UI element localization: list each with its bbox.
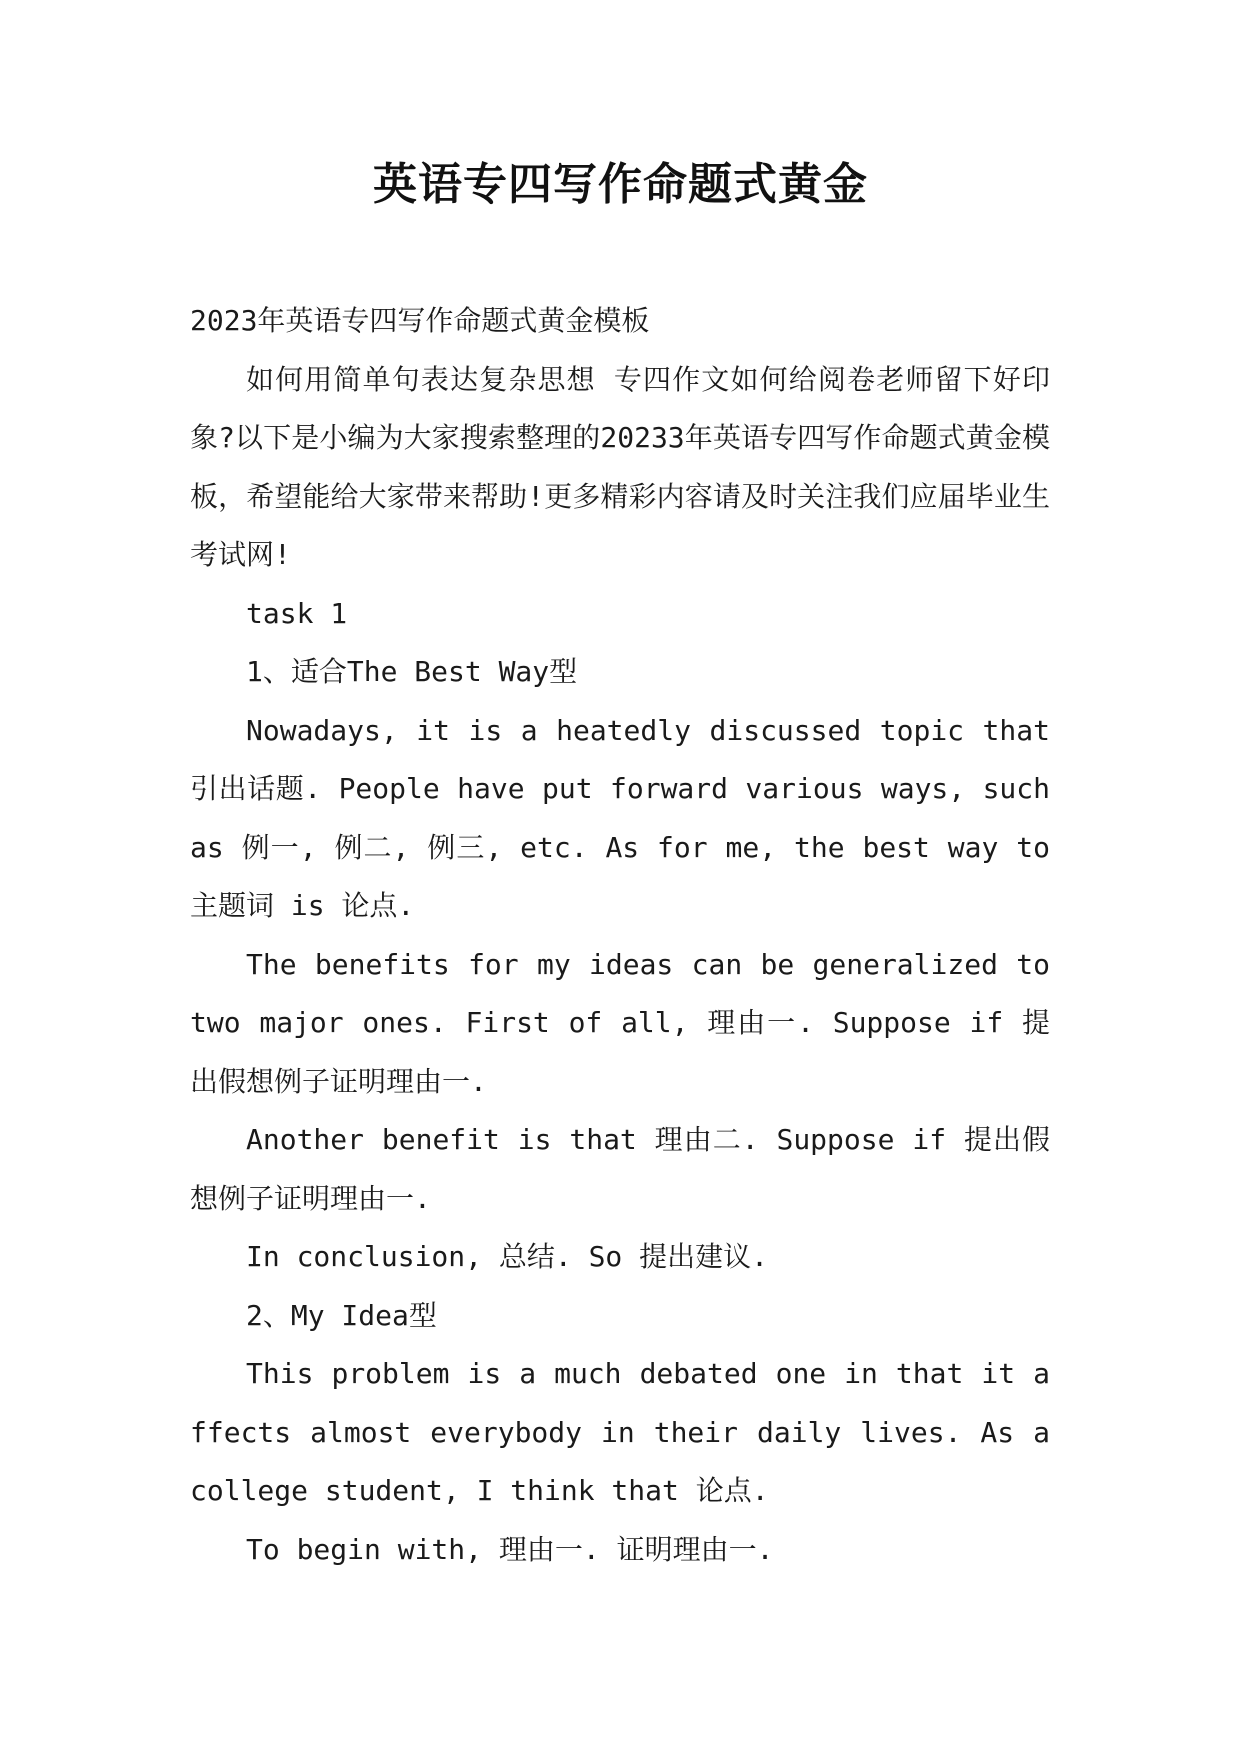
template-paragraph: Another benefit is that 理由二. Suppose if 提出假想例子证明理由一. xyxy=(190,1123,1050,1215)
template-paragraph: This problem is a much debated one in that it affects almost everybody in their daily lives. As a college student, I think that 论点. xyxy=(190,1357,1050,1507)
document-title: 英语专四写作命题式黄金 xyxy=(373,159,868,210)
template-paragraph: To begin with, 理由一. 证明理由一. xyxy=(246,1532,774,1566)
section-heading-my-idea: 2、My Idea型 xyxy=(246,1298,437,1332)
template-paragraph: In conclusion, 总结. So 提出建议. xyxy=(246,1240,769,1273)
template-paragraph: The benefits for my ideas can be generalized to two major ones. First of all, 理由一. Suppose if 提出假想例子证明理由一. xyxy=(190,947,1050,1098)
intro-paragraph: 如何用简单句表达复杂思想 专四作文如何给阅卷老师留下好印象?以下是小编为大家搜索整理的20233年英语专四写作命题式黄金模板，希望能给大家带来帮助!更多精彩内容请及时关注我们应届毕业生考试网! xyxy=(190,362,1050,571)
subtitle-paragraph: 2023年英语专四写作命题式黄金模板 xyxy=(190,304,650,337)
document-body xyxy=(190,292,1050,1579)
section-heading-best-way: 1、适合The Best Way型 xyxy=(246,655,578,688)
template-paragraph: Nowadays, it is a heatedly discussed topic that 引出话题. People have put forward various ways, such as 例一, 例二, 例三, etc. As for me, the best way to 主题词 is 论点. xyxy=(190,713,1050,922)
task-heading: task 1 xyxy=(246,596,348,630)
